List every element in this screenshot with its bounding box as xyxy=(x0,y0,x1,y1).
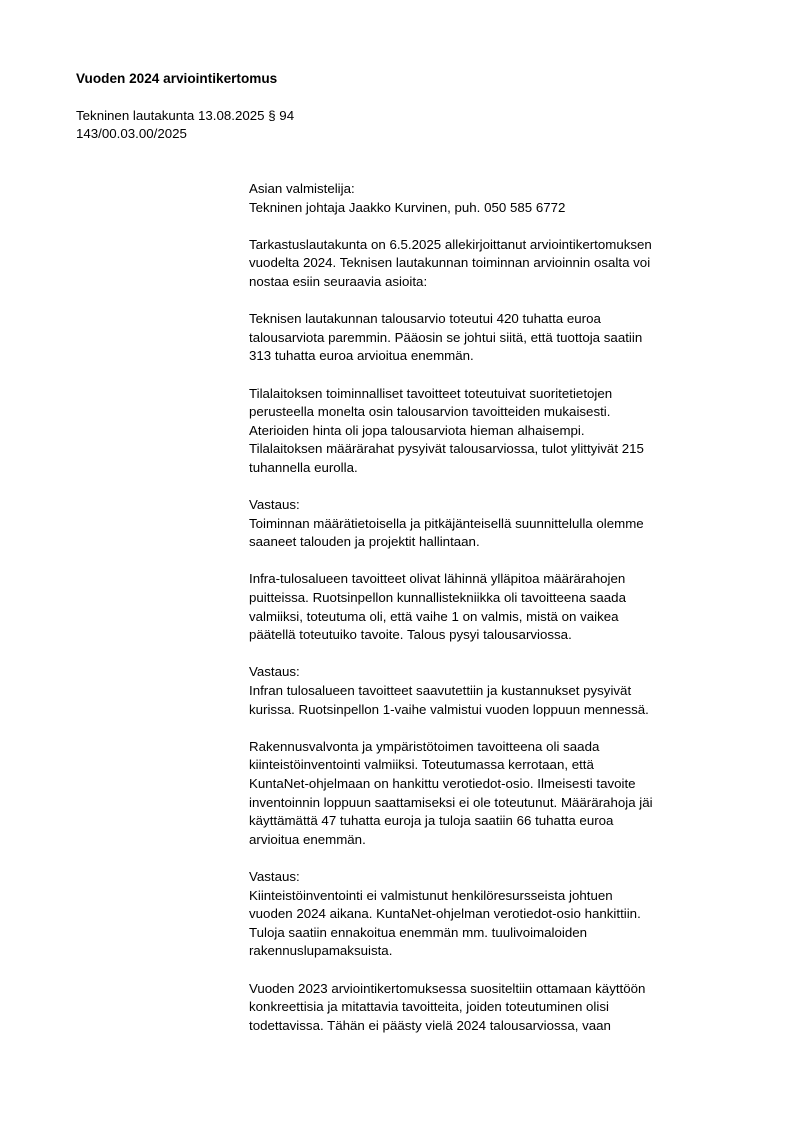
text-line: todettavissa. Tähän ei päästy vielä 2024 talousarviossa, vaan xyxy=(249,1017,611,1033)
text-line: Vastaus: xyxy=(249,497,300,513)
paragraph xyxy=(249,180,749,217)
text-line: Tilalaitoksen määrärahat pysyivät talousarviossa, tulot ylittyivät 215 xyxy=(249,441,644,457)
meta-line-board-date: Tekninen lautakunta 13.08.2025 § 94 xyxy=(76,108,295,123)
text-line: vuoden 2024 aikana. KuntaNet-ohjelman verotiedot-osio hankittiin. xyxy=(249,906,641,922)
text-line: Infran tulosalueen tavoitteet saavutettiin ja kustannukset pysyivät xyxy=(249,683,632,699)
text-line: Vastaus: xyxy=(249,664,300,680)
text-line: inventoinnin loppuun saattamiseksi ei ole toteutunut. Määrärahoja jäi xyxy=(249,794,653,810)
text-line: KuntaNet-ohjelmaan on hankittu verotiedot-osio. Ilmeisesti tavoite xyxy=(249,776,636,791)
text-line: Kiinteistöinventointi ei valmistunut henkilöresursseista johtuen xyxy=(249,887,613,903)
paragraph xyxy=(249,310,749,366)
text-line: Asian valmistelija: xyxy=(249,181,355,196)
text-line: Infra-tulosalueen tavoitteet olivat lähinnä ylläpitoa määrärahojen xyxy=(249,571,626,587)
text-line: saaneet talouden ja projektit hallintaan. xyxy=(249,534,480,550)
text-line: Tarkastuslautakunta on 6.5.2025 allekirjoittanut arviointikertomuksen xyxy=(249,236,652,252)
text-line: vuodelta 2024. Teknisen lautakunnan toiminnan arvioinnin osalta voi xyxy=(249,255,651,271)
text-line: Tuloja saatiin ennakoitua enemmän mm. tuulivoimaloiden xyxy=(249,924,588,940)
text-line: tuhannella eurolla. xyxy=(249,459,358,475)
document-body xyxy=(249,180,749,1054)
paragraph xyxy=(249,570,749,644)
paragraph xyxy=(249,663,749,719)
text-line: käyttämättä 47 tuhatta euroja ja tuloja saatiin 66 tuhatta euroa xyxy=(249,813,614,829)
paragraph xyxy=(249,236,749,292)
text-line: arvioitua enemmän. xyxy=(249,831,366,847)
text-line: talousarviota paremmin. Pääosin se johtui siitä, että tuottoja saatiin xyxy=(249,329,643,345)
meta-line-record-number: 143/00.03.00/2025 xyxy=(76,126,187,141)
text-line: valmiiksi, toteutuma oli, että vaihe 1 on valmis, mistä on vaikea xyxy=(249,608,619,624)
text-line: päätellä toteutuiko tavoite. Talous pysyi talousarviossa. xyxy=(249,627,572,643)
paragraph xyxy=(249,496,749,552)
text-line: kurissa. Ruotsinpellon 1-vaihe valmistui vuoden loppuun mennessä. xyxy=(249,701,649,717)
text-line: kiinteistöinventointi valmiiksi. Toteutumassa kerrotaan, että xyxy=(249,757,594,773)
text-line: Vastaus: xyxy=(249,868,300,884)
text-line: puitteissa. Ruotsinpellon kunnallistekniikka oli tavoitteena saada xyxy=(249,590,626,606)
text-line: Vuoden 2023 arviointikertomuksessa suositeltiin ottamaan käyttöön xyxy=(249,980,646,996)
text-line: Toiminnan määrätietoisella ja pitkäjänteisellä suunnittelulla olemme xyxy=(249,515,644,531)
text-line: 313 tuhatta euroa arvioitua enemmän. xyxy=(249,348,474,364)
text-line: Tekninen johtaja Jaakko Kurvinen, puh. 050 585 6772 xyxy=(249,199,566,215)
paragraph xyxy=(249,385,749,478)
text-line: Tilalaitoksen toiminnalliset tavoitteet toteutuivat suoritetietojen xyxy=(249,385,613,401)
text-line: konkreettisia ja mitattavia tavoitteita, joiden toteutuminen olisi xyxy=(249,999,609,1015)
document-meta xyxy=(76,107,294,143)
text-line: Teknisen lautakunnan talousarvio toteutui 420 tuhatta euroa xyxy=(249,311,601,327)
document-title: Vuoden 2024 arviointikertomus xyxy=(76,71,278,86)
text-line: Aterioiden hinta oli jopa talousarviota hieman alhaisempi. xyxy=(249,422,585,438)
text-line: Rakennusvalvonta ja ympäristötoimen tavoitteena oli saada xyxy=(249,738,600,754)
paragraph xyxy=(249,980,749,1036)
paragraph xyxy=(249,868,749,961)
text-line: perusteella monelta osin talousarvion tavoitteiden mukaisesti. xyxy=(249,404,611,420)
text-line: nostaa esiin seuraavia asioita: xyxy=(249,273,428,289)
paragraph xyxy=(249,738,749,850)
text-line: rakennuslupamaksuista. xyxy=(249,943,393,959)
